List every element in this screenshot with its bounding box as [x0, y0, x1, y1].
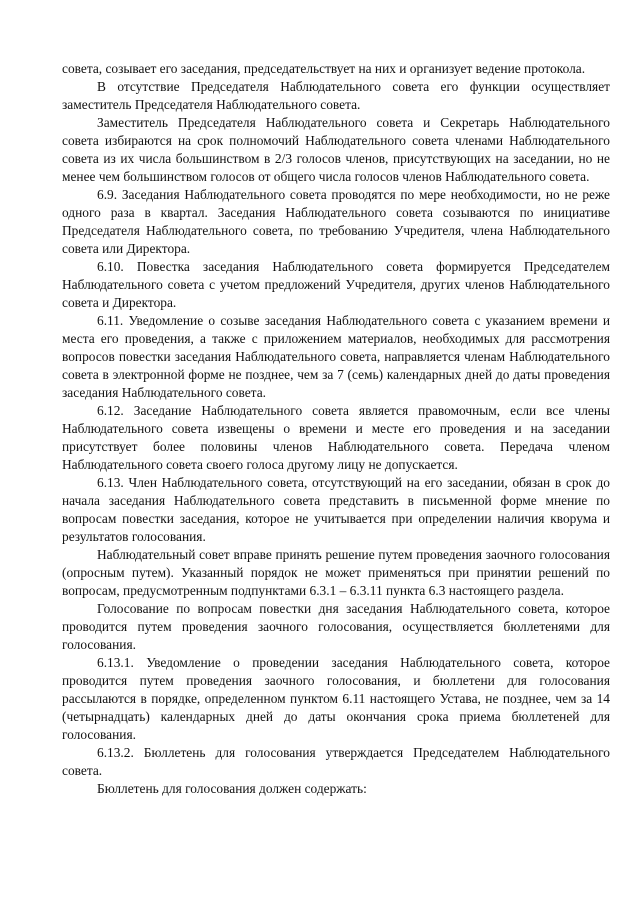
paragraph-6-10: 6.10. Повестка заседания Наблюдательного совета формируется Председателем Наблюдательного совета с учетом предложений Учредителя, других членов Наблюдательного совета и Директора.	[62, 259, 610, 310]
paragraph-ballot-contents: Бюллетень для голосования должен содержать:	[97, 781, 367, 796]
paragraph-6-11: 6.11. Уведомление о созыве заседания Наблюдательного совета с указанием времени и места его проведения, а также с приложением материалов, необходимых для рассмотрения вопросов повестки заседания Наблюдательного совета, направляется членам Наблюдательного совета в электронной форме не позднее, чем за 7 (семь) календарных дней до даты проведения заседания Наблюдательного совета.	[62, 313, 610, 400]
paragraph-6-13: 6.13. Член Наблюдательного совета, отсутствующий на его заседании, обязан в срок до начала заседания Наблюдательного совета представить в письменной форме мнение по вопросам повестки заседания, которое не учитывается при определении наличия кворума и результатов голосования.	[62, 475, 610, 544]
paragraph-absentee-voting: Наблюдательный совет вправе принять решение путем проведения заочного голосования (опросным путем). Указанный порядок не может применяться при принятии решений по вопросам, предусмотренным подпунктами 6.3.1 – 6.3.11 пункта 6.3 настоящего раздела.	[62, 547, 610, 598]
paragraph-continuation: совета, созывает его заседания, председательствует на них и организует ведение протокола.	[62, 61, 586, 76]
paragraph-6-9: 6.9. Заседания Наблюдательного совета проводятся по мере необходимости, но не реже одного раза в квартал. Заседания Наблюдательного совета созываются по инициативе Председателя Наблюдательного совета, по требованию Учредителя, члена Наблюдательного совета или Директора.	[62, 187, 610, 256]
paragraph-6-13-1: 6.13.1. Уведомление о проведении заседания Наблюдательного совета, которое проводится путем проведения заочного голосования, и бюллетени для голосования рассылаются в порядке, определенном пунктом 6.11 настоящего Устава, не позднее, чем за 14 (четырнадцать) календарных дней до даты окончания срока приема бюллетеней для голосования.	[62, 655, 610, 742]
document-page	[62, 60, 610, 798]
paragraph-6-13-2: 6.13.2. Бюллетень для голосования утверждается Председателем Наблюдательного совета.	[62, 745, 610, 778]
paragraph-election: Заместитель Председателя Наблюдательного совета и Секретарь Наблюдательного совета избираются на срок полномочий Наблюдательного совета членами Наблюдательного совета из их числа большинством в 2/3 голосов членов, присутствующих на заседании, но не менее чем большинством голосов от общего числа голосов членов Наблюдательного совета.	[62, 115, 610, 184]
paragraph-6-12: 6.12. Заседание Наблюдательного совета является правомочным, если все члены Наблюдательного совета извещены о времени и месте его проведения и на заседании присутствует более половины членов Наблюдательного совета. Передача членом Наблюдательного совета своего голоса другому лицу не допускается.	[62, 403, 610, 472]
paragraph-ballots: Голосование по вопросам повестки дня заседания Наблюдательного совета, которое проводится путем проведения заочного голосования, осуществляется бюллетенями для голосования.	[62, 601, 610, 652]
paragraph-deputy-chair: В отсутствие Председателя Наблюдательного совета его функции осуществляет заместитель Председателя Наблюдательного совета.	[62, 79, 610, 112]
